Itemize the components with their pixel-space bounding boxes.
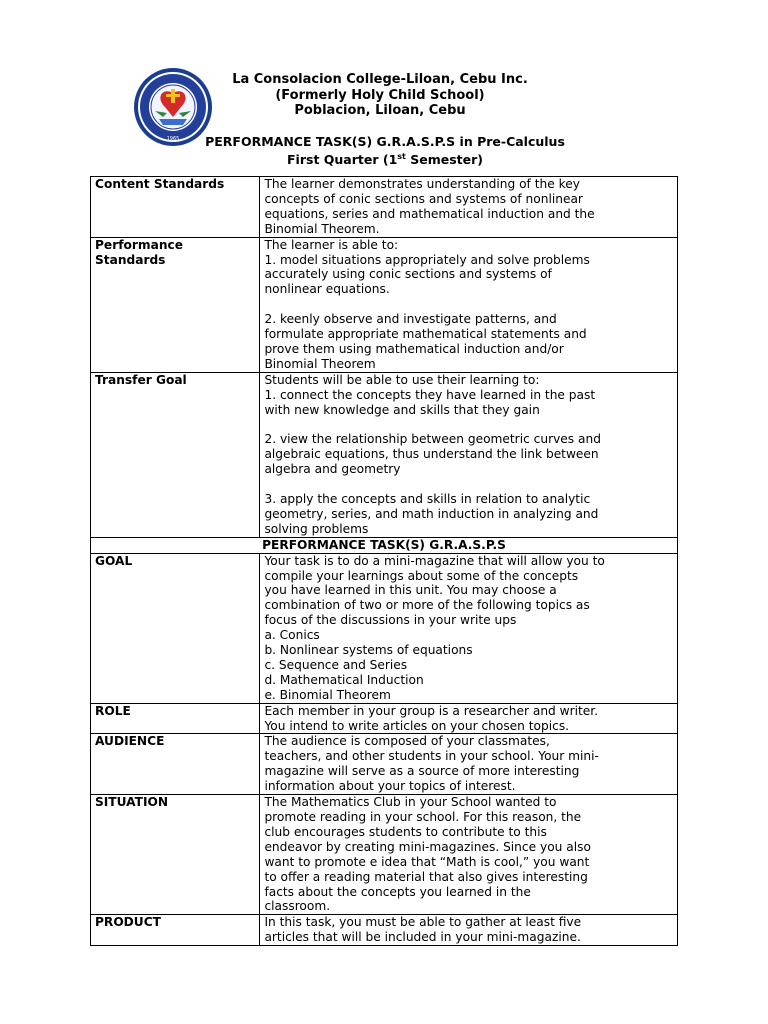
text-line bbox=[264, 297, 673, 312]
text-line: to offer a reading material that also gives interesting bbox=[264, 869, 588, 884]
situation-value bbox=[260, 795, 678, 915]
row-situation bbox=[91, 795, 678, 915]
text-line: 3. apply the concepts and skills in relation to analytic bbox=[264, 491, 591, 506]
text-line: 1. model situations appropriately and solve problems bbox=[264, 252, 590, 267]
text-line: algebra and geometry bbox=[264, 462, 401, 477]
task-title-line1: PERFORMANCE TASK(S) G.R.A.S.P.S in Pre-Calculus bbox=[205, 134, 565, 149]
row-section-header bbox=[91, 537, 678, 553]
audience-label: AUDIENCE bbox=[91, 734, 260, 795]
text-line: Binomial Theorem bbox=[264, 356, 376, 371]
transfer-goal-label: Transfer Goal bbox=[91, 372, 260, 537]
text-line: focus of the discussions in your write ups bbox=[264, 613, 517, 628]
text-line: In this task, you must be able to gather at least five bbox=[264, 915, 582, 930]
text-line: combination of two or more of the following topics as bbox=[264, 598, 590, 613]
text-line: Each member in your group is a researcher and writer. bbox=[264, 703, 599, 718]
text-line: promote reading in your school. For this reason, the bbox=[264, 810, 582, 825]
row-performance-standards bbox=[91, 237, 678, 372]
text-line: endeavor by creating mini-magazines. Since you also bbox=[264, 839, 591, 854]
performance-standards-value bbox=[260, 237, 678, 372]
text-line: prove them using mathematical induction and/or bbox=[264, 341, 564, 356]
content-standards-label: Content Standards bbox=[91, 177, 260, 238]
text-line: c. Sequence and Series bbox=[264, 657, 408, 672]
text-line: The learner demonstrates understanding of the key bbox=[264, 177, 580, 191]
text-line: b. Nonlinear systems of equations bbox=[264, 643, 473, 658]
text-line: classroom. bbox=[264, 899, 331, 914]
content-standards-value bbox=[260, 177, 678, 238]
performance-standards-label: Performance Standards bbox=[91, 237, 260, 372]
text-line: 2. view the relationship between geometric curves and bbox=[264, 432, 601, 447]
school-info bbox=[220, 72, 540, 119]
text-line: accurately using conic sections and systems of bbox=[264, 267, 552, 282]
situation-label: SITUATION bbox=[91, 795, 260, 915]
school-address: Poblacion, Liloan, Cebu bbox=[294, 103, 466, 118]
text-line: articles that will be included in your mini-magazine. bbox=[264, 930, 581, 945]
text-line: equations, series and mathematical induction and the bbox=[264, 206, 595, 221]
text-line: teachers, and other students in your school. Your mini- bbox=[264, 749, 599, 764]
row-audience bbox=[91, 734, 678, 795]
document-header bbox=[0, 0, 768, 170]
task-title bbox=[150, 134, 620, 167]
text-line: want to promote e idea that “Math is cool,” you want bbox=[264, 854, 590, 869]
row-role bbox=[91, 703, 678, 734]
text-line: Binomial Theorem. bbox=[264, 221, 380, 236]
goal-value bbox=[260, 553, 678, 703]
goal-label: GOAL bbox=[91, 553, 260, 703]
text-line: club encourages students to contribute to this bbox=[264, 824, 547, 839]
text-line: geometry, series, and math induction in analyzing and bbox=[264, 506, 599, 521]
text-line: You intend to write articles on your chosen topics. bbox=[264, 718, 570, 733]
text-line: Your task is to do a mini-magazine that will allow you to bbox=[264, 553, 605, 568]
text-line: a. Conics bbox=[264, 628, 320, 643]
row-product bbox=[91, 915, 678, 946]
text-line bbox=[264, 477, 673, 492]
text-line: solving problems bbox=[264, 521, 369, 536]
text-line: magazine will serve as a source of more interesting bbox=[264, 764, 580, 779]
text-line: Students will be able to use their learning to: bbox=[264, 372, 540, 387]
logo-year: 1965 bbox=[166, 136, 180, 142]
row-goal bbox=[91, 553, 678, 703]
text-line: you have learned in this unit. You may choose a bbox=[264, 583, 557, 598]
role-value bbox=[260, 703, 678, 734]
text-line: information about your topics of interest. bbox=[264, 779, 516, 794]
role-label: ROLE bbox=[91, 703, 260, 734]
text-line: with new knowledge and skills that they gain bbox=[264, 402, 540, 417]
audience-value bbox=[260, 734, 678, 795]
text-line: The Mathematics Club in your School wanted to bbox=[264, 795, 557, 810]
text-line: The learner is able to: bbox=[264, 237, 399, 252]
text-line: d. Mathematical Induction bbox=[264, 672, 424, 687]
text-line: algebraic equations, thus understand the link between bbox=[264, 447, 599, 462]
grasps-table bbox=[90, 176, 678, 946]
text-line: facts about the concepts you learned in the bbox=[264, 884, 531, 899]
text-line: The audience is composed of your classmates, bbox=[264, 734, 550, 749]
school-name: La Consolacion College-Liloan, Cebu Inc. bbox=[232, 72, 528, 87]
task-title-line2: First Quarter (1st Semester) bbox=[287, 152, 483, 168]
product-value bbox=[260, 915, 678, 946]
text-line: e. Binomial Theorem bbox=[264, 687, 391, 702]
row-content-standards bbox=[91, 177, 678, 238]
transfer-goal-value bbox=[260, 372, 678, 537]
school-former-name: (Formerly Holy Child School) bbox=[275, 87, 485, 103]
product-label: PRODUCT bbox=[91, 915, 260, 946]
text-line: nonlinear equations. bbox=[264, 282, 390, 297]
text-line: concepts of conic sections and systems of nonlinear bbox=[264, 191, 583, 206]
grasps-section-header: PERFORMANCE TASK(S) G.R.A.S.P.S bbox=[91, 537, 678, 553]
row-transfer-goal bbox=[91, 372, 678, 537]
text-line bbox=[264, 417, 673, 432]
text-line: formulate appropriate mathematical statements and bbox=[264, 327, 587, 342]
text-line: compile your learnings about some of the concepts bbox=[264, 568, 579, 583]
text-line: 2. keenly observe and investigate patterns, and bbox=[264, 312, 557, 327]
text-line: 1. connect the concepts they have learned in the past bbox=[264, 387, 596, 402]
